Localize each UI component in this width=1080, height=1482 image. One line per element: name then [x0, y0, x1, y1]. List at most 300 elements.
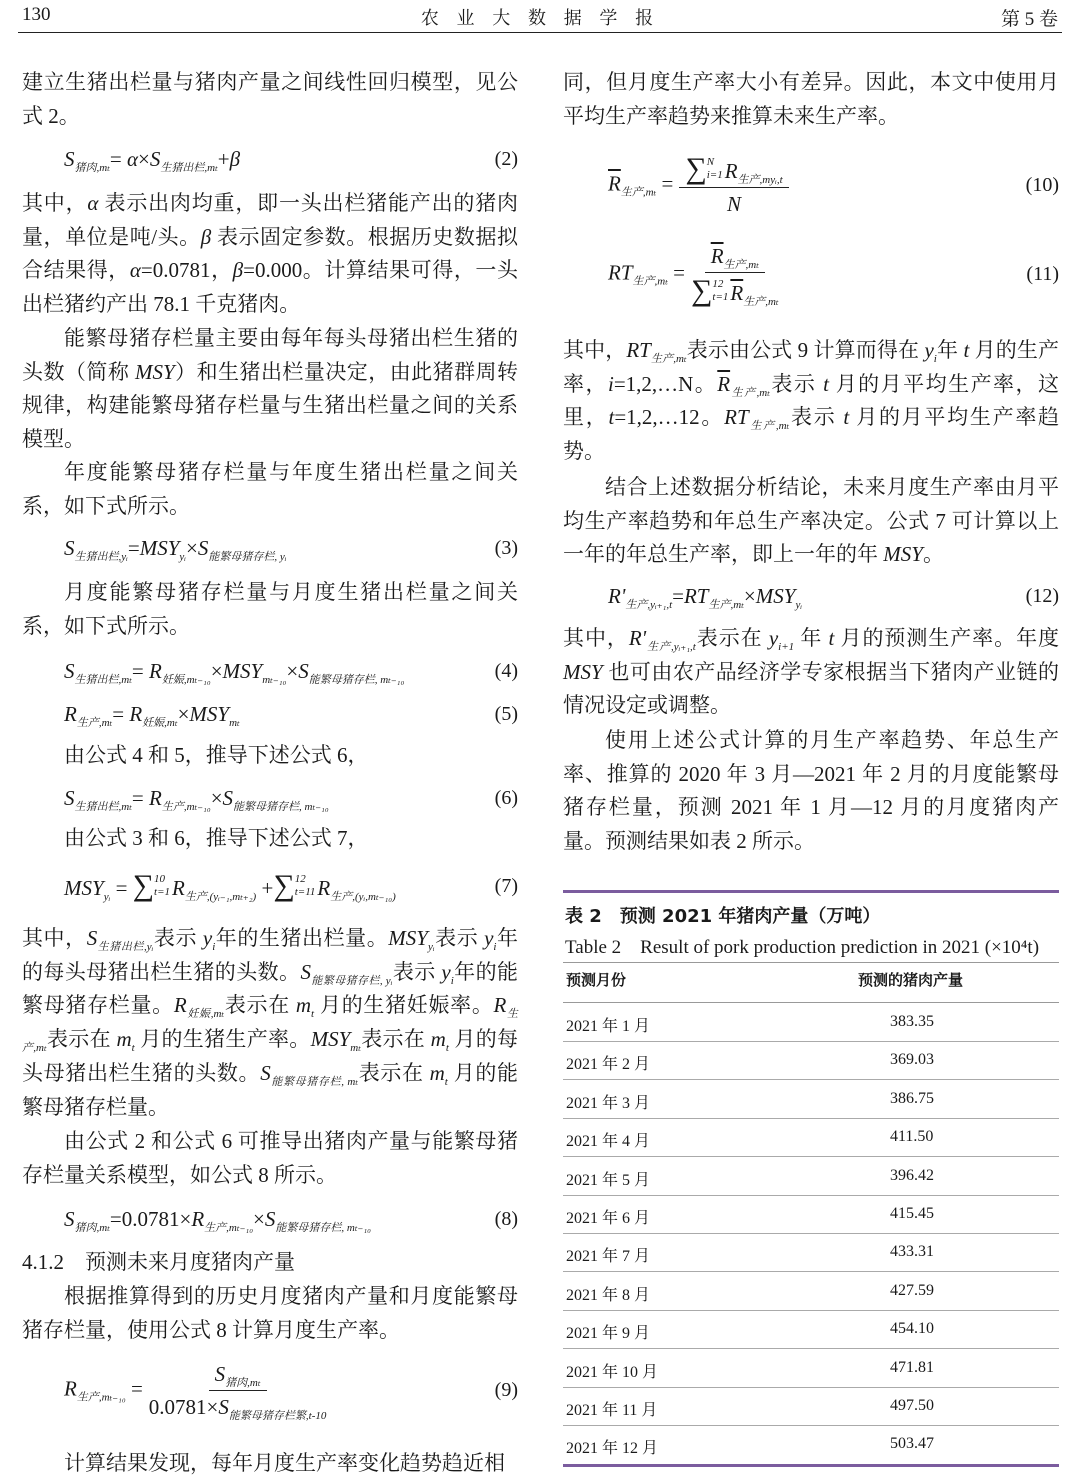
subscript: 猪肉,mₜ [74, 161, 110, 174]
subscript: i [450, 974, 454, 987]
cell-production: 396.42 [890, 1166, 934, 1184]
equation-number: (3) [494, 536, 518, 559]
text-run: = [656, 170, 674, 195]
math-variable: t [843, 405, 850, 430]
upper-limit: 12 [294, 873, 306, 885]
subscript: 生产,yᵢ₊₁,t [625, 598, 673, 611]
text-run: × [253, 1206, 265, 1231]
math-variable: $\overline{R}$ [730, 280, 744, 305]
equation-7 [22, 866, 518, 906]
denominator [727, 188, 741, 217]
math-variable: R [129, 701, 143, 726]
math-variable: $\overline{R}$ [608, 170, 621, 195]
math-variable: S [214, 1361, 226, 1386]
subscript: 妊娠,mₜ [186, 1008, 225, 1021]
text-run: 0.0781× [148, 1394, 219, 1419]
text-run: 表示在 [46, 1027, 117, 1052]
lower-limit: t=11 [294, 886, 316, 898]
math-variable: R' [608, 583, 626, 608]
equation-body [64, 147, 240, 172]
equation-body [64, 1207, 371, 1232]
equation-number: (2) [494, 147, 518, 170]
text-run: 月的每头母猪出栏生猪的头数。 [22, 1027, 519, 1085]
math-variable: y [484, 926, 494, 950]
math-variable: S [300, 959, 311, 984]
math-variable: m [430, 1027, 446, 1052]
page-number: 130 [22, 4, 51, 25]
table-title-en: Table 2 Result of pork production prediction in 2021 (×10⁴t) [565, 937, 1040, 958]
equation-number: (10) [1025, 173, 1059, 196]
equation-body [64, 536, 287, 561]
text-run: × [186, 535, 198, 560]
text-run: 月度能繁母猪存栏量与月度生猪出栏量之间关系，如下式所示。 [22, 580, 518, 638]
cell-month: 2021 年 10 月 [566, 1363, 659, 1381]
math-variable: MSY [222, 658, 263, 683]
equation-body [64, 702, 240, 727]
subscript: 生产,mₜ₋₁₀ [204, 1221, 254, 1234]
math-variable: RT [626, 338, 651, 362]
subscript: t [445, 1042, 449, 1055]
cell-month: 2021 年 2 月 [566, 1056, 651, 1074]
subscript: 生产,mₜ [708, 598, 744, 611]
paragraph [22, 1447, 518, 1481]
subscript: 能繁母猪存栏繁,t-10 [228, 1409, 327, 1422]
subscript: mₜ₋₁₀ [262, 673, 287, 686]
text-run: 根据推算得到的历史月度猪肉产量和月度能繁母猪存栏量，使用公式 8 计算月度生产率。 [22, 1284, 518, 1342]
math-variable: m [116, 1027, 132, 1052]
math-variable: MSY [755, 583, 796, 608]
paragraph [22, 66, 518, 133]
equation-number: (11) [1026, 262, 1059, 285]
subscript: 猪肉,mₜ [225, 1376, 261, 1389]
table-title-cn: 表 2 预测 2021 年猪肉产量（万吨） [565, 906, 881, 927]
sigma-symbol: ∑ [685, 151, 707, 185]
math-variable: S [86, 926, 98, 950]
math-variable: β [232, 258, 244, 283]
equation-11 [563, 242, 1059, 306]
equation-8 [22, 1199, 518, 1239]
subscript: yᵢ [427, 941, 435, 953]
cell-production: 386.75 [890, 1089, 934, 1107]
cell-production: 497.50 [890, 1397, 934, 1414]
math-variable: S [264, 1206, 276, 1231]
math-variable: t [963, 338, 970, 362]
numerator [679, 151, 788, 188]
upper-limit: 10 [154, 873, 166, 885]
math-variable: MSY [388, 926, 428, 950]
paragraph [22, 739, 518, 773]
subscript: 生产,mₜ₋₁₀ [161, 800, 211, 813]
math-variable: S [64, 1206, 75, 1231]
text-run: 其中， [22, 926, 87, 950]
text-run: 计算结果发现，每年月度生产率变化趋势趋近相 [64, 1451, 505, 1475]
lower-limit: t=1 [712, 290, 729, 303]
text-run: = [667, 259, 686, 284]
table-row [563, 1310, 1059, 1349]
math-variable: S [298, 658, 309, 683]
subscript: 生产,mₜ [22, 1008, 519, 1055]
subscript: i [933, 353, 937, 365]
subscript: 能繁母猪存栏, yᵢ [208, 550, 287, 563]
table-row [563, 1157, 1059, 1196]
text-run: 表示在 [224, 993, 296, 1018]
text-run: × [210, 785, 223, 810]
text-run: = [131, 658, 149, 683]
text-run: 其中， [22, 191, 88, 215]
subscript: 生猪出栏,mₜ [74, 800, 132, 813]
math-variable: S [64, 535, 75, 560]
summation-limits [712, 278, 728, 304]
math-variable: α [127, 146, 139, 171]
paragraph [563, 471, 1059, 572]
subscript: t [311, 1008, 315, 1021]
text-run: 年的生猪出栏量。 [215, 926, 389, 950]
equation-number: (4) [494, 659, 518, 682]
equation-number: (9) [494, 1378, 518, 1401]
equation-6 [22, 778, 518, 818]
table-bottom-rule [563, 1464, 1059, 1467]
cell-month: 2021 年 8 月 [566, 1286, 651, 1304]
numerator [705, 243, 765, 273]
math-variable: $\overline{R}$ [717, 371, 731, 396]
equation-number: (6) [494, 786, 518, 809]
cell-month: 2021 年 11 月 [566, 1402, 658, 1419]
text-run: =1,2,…N。 [613, 371, 718, 396]
subscript: 能繁母猪存栏, mₜ₋₁₀ [233, 800, 329, 813]
text-run: 月的能繁母猪存栏量。 [22, 1060, 519, 1119]
math-variable: R [493, 993, 507, 1018]
paragraph [563, 622, 1059, 723]
cell-production: 433.31 [890, 1243, 934, 1261]
section-heading: 4.1.2 预测未来月度猪肉产量 [22, 1250, 295, 1274]
text-run: × [210, 658, 223, 683]
math-variable: y [924, 338, 934, 362]
subscript: 生产,mₜ [76, 716, 113, 729]
header-rule [18, 32, 1062, 33]
subscript: mₜ [229, 716, 240, 729]
text-run: + [217, 146, 230, 171]
lower-limit: i=1 [706, 168, 723, 181]
fraction [149, 1361, 327, 1420]
text-run: = [127, 535, 140, 560]
text-run: 其中， [563, 338, 627, 362]
text-run: 表示 [789, 405, 844, 430]
math-variable: y [202, 926, 213, 950]
math-variable: S [197, 535, 209, 560]
text-run: 表示 [153, 926, 203, 950]
summation-limits [707, 156, 723, 182]
equation-body [608, 584, 802, 609]
paragraph [22, 922, 518, 1124]
equation-10 [563, 151, 1059, 216]
text-run: 月的生猪妊娠率。 [314, 993, 494, 1018]
cell-month: 2021 年 6 月 [566, 1210, 651, 1227]
math-variable: R [191, 1206, 205, 1231]
text-run: =0.000。计算结果可得，一头出栏猪约产出 78.1 千克猪肉。 [22, 258, 519, 317]
text-run: × [286, 658, 299, 683]
text-run: 。 [922, 542, 944, 567]
math-variable: R [173, 993, 187, 1018]
paragraph [22, 1125, 518, 1192]
table-row [563, 1195, 1059, 1234]
paragraph [22, 822, 518, 856]
equation-number: (5) [494, 702, 518, 725]
text-run: 表示在 [358, 1060, 430, 1085]
math-variable: S [260, 1060, 271, 1085]
text-run: = [672, 583, 684, 608]
cell-production: 415.45 [890, 1205, 934, 1222]
math-variable: MSY [563, 659, 603, 684]
math-variable: S [64, 146, 75, 171]
text-run: 月的生产率， [563, 338, 1060, 396]
denominator [149, 1391, 327, 1420]
text-run: 同，但月度生产率大小有差异。因此，本文中使用月平均生产率趋势来推算未来生产率。 [563, 70, 1059, 128]
subscript: yᵢ [795, 598, 803, 611]
subscript: 生猪出栏,mₜ [160, 161, 218, 174]
text-run: = [109, 146, 127, 171]
paragraph [22, 456, 518, 523]
math-variable: α [87, 191, 99, 215]
equation-body [64, 871, 396, 901]
math-variable: S [149, 146, 161, 171]
table-rule [563, 962, 1059, 963]
equation-12 [563, 576, 1059, 616]
equation-body [64, 659, 404, 684]
text-run: 年 [794, 626, 829, 650]
subscript: yᵢ [179, 550, 187, 563]
text-run: 其中， [563, 626, 629, 650]
summation [685, 151, 724, 185]
upper-limit: N [706, 155, 715, 168]
text-run: = [112, 701, 130, 726]
math-variable: y [441, 959, 451, 984]
cell-production: 503.47 [890, 1435, 934, 1453]
column-header-production: 预测的猪肉产量 [858, 971, 964, 989]
table-2 [563, 890, 1059, 1470]
paragraph [563, 66, 1059, 133]
text-run: 建立生猪出栏量与猪肉产量之间线性回归模型，见公式 2。 [22, 70, 518, 128]
math-variable: R [64, 701, 77, 726]
text-run: 也可由农产品经济学专家根据当下猪肉产业链的情况设定或调整。 [563, 659, 1059, 718]
table-row [563, 1425, 1059, 1463]
math-variable: m [295, 993, 312, 1018]
math-variable: R [149, 785, 162, 810]
paragraph [22, 1280, 518, 1347]
text-run: × [138, 146, 150, 171]
subscript: 生产,mₜ [632, 274, 668, 287]
table-row [563, 1003, 1059, 1042]
subscript: 生产,(yᵢ,mₜ₋₁₀) [330, 891, 396, 903]
subscript: 生猪出栏,mₜ [74, 673, 132, 686]
math-variable: R' [628, 626, 647, 650]
text-run: 表示由公式 9 计算而得在 [686, 338, 925, 362]
text-run: =0.0781× [109, 1206, 192, 1231]
text-run: 月的预测生产率。年度 [834, 626, 1060, 650]
subscript: 能繁母猪存栏, yᵢ [310, 974, 393, 987]
paragraph [22, 187, 518, 322]
subscript: 生产,(yᵢ₋₁,mₜ₊₂) [184, 891, 257, 903]
text-run: =1,2,…12。 [614, 405, 725, 430]
subscript: mₜ [350, 1042, 361, 1055]
subscript: 生产,myᵢ,t [737, 173, 783, 186]
cell-production: 369.03 [890, 1051, 934, 1069]
subscript: 妊娠,mₜ [142, 716, 178, 729]
cell-month: 2021 年 12 月 [566, 1440, 659, 1458]
text-run: 表示在 [695, 626, 769, 650]
subscript: 生产,mₜ [743, 295, 779, 308]
equation-number: (12) [1025, 584, 1059, 607]
equation-4 [22, 651, 518, 691]
math-variable: β [200, 224, 212, 249]
text-run: = [110, 876, 133, 900]
cell-month: 2021 年 7 月 [566, 1248, 651, 1266]
math-variable: RT [608, 259, 633, 284]
subscript: 能繁母猪存栏, mₜ₋₁₀ [308, 673, 405, 686]
text-run: 表示固定参数。根据历史数据拟合结果得， [22, 224, 518, 283]
table-row [563, 1387, 1059, 1426]
text-run: 表示 [434, 926, 485, 950]
math-variable: N [726, 191, 741, 216]
subscript: 能繁母猪存栏, mₜ [270, 1075, 359, 1088]
math-variable: S [222, 785, 234, 810]
subscript: 猪肉,mₜ [74, 1221, 110, 1234]
math-variable: R [64, 1375, 77, 1400]
subscript: yᵢ [103, 891, 111, 903]
text-run: 年度能繁母猪存栏量与年度生猪出栏量之间关系，如下式所示。 [22, 460, 518, 518]
summation-limits [295, 873, 316, 899]
table-row [563, 1080, 1059, 1119]
summation-limits [154, 873, 170, 899]
math-variable: RT [683, 583, 709, 608]
math-variable: MSY [883, 542, 923, 567]
fraction [679, 151, 788, 217]
journal-title: 农 业 大 数 据 学 报 [420, 8, 660, 29]
equation-5 [22, 694, 518, 734]
text-run: 年的能繁母猪存栏量。 [22, 959, 519, 1018]
math-variable: R [724, 158, 738, 183]
sigma-symbol: ∑ [691, 273, 713, 307]
math-variable: MSY [135, 359, 175, 384]
cell-production: 411.50 [890, 1128, 934, 1146]
math-variable: $\overline{R}$ [710, 243, 724, 268]
text-run: 由公式 2 和公式 6 可推导出猪肉产量与能繁母猪存栏量关系模型，如公式 8 所示。 [22, 1129, 518, 1187]
text-run: × [177, 701, 190, 726]
paragraph [22, 322, 518, 457]
table-row [563, 1272, 1059, 1311]
text-run: 月的月平均生产率趋势。 [563, 405, 1060, 464]
cell-production: 471.81 [890, 1358, 934, 1376]
math-variable: S [64, 785, 75, 810]
subscript: i [493, 941, 497, 953]
math-variable: α [129, 258, 141, 283]
math-variable: m [429, 1060, 445, 1085]
cell-month: 2021 年 1 月 [566, 1018, 651, 1035]
cell-month: 2021 年 5 月 [566, 1171, 651, 1189]
summation [133, 871, 172, 901]
text-run: = [125, 1375, 143, 1400]
sigma-symbol: ∑ [273, 869, 295, 902]
equation-body [64, 1361, 332, 1420]
text-run: × [743, 583, 756, 608]
math-variable: t [823, 371, 829, 396]
subscript: t [444, 1075, 448, 1088]
subscript: 生产,mₜ [723, 258, 759, 271]
subscript: 妊娠,mₜ₋₁₀ [161, 673, 211, 686]
table-top-rule [563, 890, 1059, 893]
text-run: 由公式 4 和 5，推导下述公式 6， [64, 743, 369, 767]
math-variable: R [317, 876, 331, 900]
subscript: i [212, 941, 216, 953]
math-variable: MSY [139, 535, 180, 560]
paragraph [22, 576, 518, 643]
equation-number: (7) [494, 874, 518, 897]
column-header-month: 预测月份 [566, 971, 627, 989]
text-run: = [131, 785, 149, 810]
text-run: 结合上述数据分析结论，未来月度生产率由月平均生产率趋势和年总生产率决定。公式 7 可计算以上一年的年总生产率，即上一年的年 [563, 475, 1059, 567]
text-run: 月的生猪生产率。 [134, 1027, 311, 1052]
summation [691, 273, 730, 307]
equation-body [608, 151, 795, 217]
cell-month: 2021 年 4 月 [566, 1133, 651, 1151]
subscript: 能繁母猪存栏, mₜ₋₁₀ [275, 1221, 372, 1234]
text-run: 能繁母猪存栏量主要由每年每头母猪出栏生猪的头数（简称 [22, 326, 518, 384]
subscript: 生产,mₜ [650, 353, 687, 365]
text-run: =0.0781， [140, 258, 233, 283]
math-variable: R [149, 658, 162, 683]
paragraph [563, 334, 1059, 469]
table-row [563, 1349, 1059, 1388]
equation-3 [22, 528, 518, 568]
cell-production: 427.59 [890, 1281, 934, 1299]
equation-number: (8) [494, 1207, 518, 1230]
math-variable: t [828, 626, 835, 650]
paragraph [563, 724, 1059, 859]
math-variable: y [768, 626, 779, 650]
equation-body [608, 243, 785, 306]
cell-month: 2021 年 9 月 [566, 1325, 651, 1343]
text-run: 表示出肉均重，即一头出栏猪能产出的猪肉量，单位是吨/头。 [22, 191, 519, 249]
text-run: 表示在 [360, 1027, 431, 1052]
table-row [563, 1118, 1059, 1157]
summation [273, 871, 317, 901]
subscript: 生产,mₜ [730, 386, 770, 399]
fraction [691, 243, 779, 306]
math-variable: MSY [189, 701, 230, 726]
table-row [563, 1233, 1059, 1272]
upper-limit: 12 [712, 277, 724, 290]
text-run: 由公式 3 和 6，推导下述公式 7， [64, 826, 369, 850]
math-variable: RT [724, 405, 749, 430]
equation-body [64, 786, 329, 811]
text-run: 使用上述公式计算的月生产率趋势、年总生产率、推算的 2020 年 3 月—2021 年 2 月的月度能繁母猪存栏量，预测 2021 年 1 月—12 月的月度猪肉产量。预测结果如表 2 所示。 [563, 728, 1059, 854]
equation-2 [22, 139, 518, 179]
subscript: 生猪出栏,yᵢ [97, 941, 154, 953]
subscript: i+1 [778, 641, 795, 653]
subscript: 生猪出栏,yᵢ [74, 550, 128, 563]
cell-production: 454.10 [890, 1320, 934, 1338]
math-variable: S [218, 1394, 229, 1419]
math-variable: R [172, 876, 185, 900]
cell-month: 2021 年 3 月 [566, 1094, 651, 1112]
math-variable: t [608, 405, 615, 430]
table-row [563, 1041, 1059, 1080]
text-run: 年的每头母猪出栏生猪的头数。 [22, 926, 519, 984]
math-variable: MSY [310, 1027, 351, 1052]
subscript: 生产,yᵢ₊₁,t [646, 641, 696, 653]
math-variable: S [64, 658, 75, 683]
denominator [691, 273, 779, 306]
text-run: ）和生猪出栏量决定，由此猪群周转规律，构建能繁母猪存栏量与生猪出栏量之间的关系模型。 [22, 359, 519, 452]
